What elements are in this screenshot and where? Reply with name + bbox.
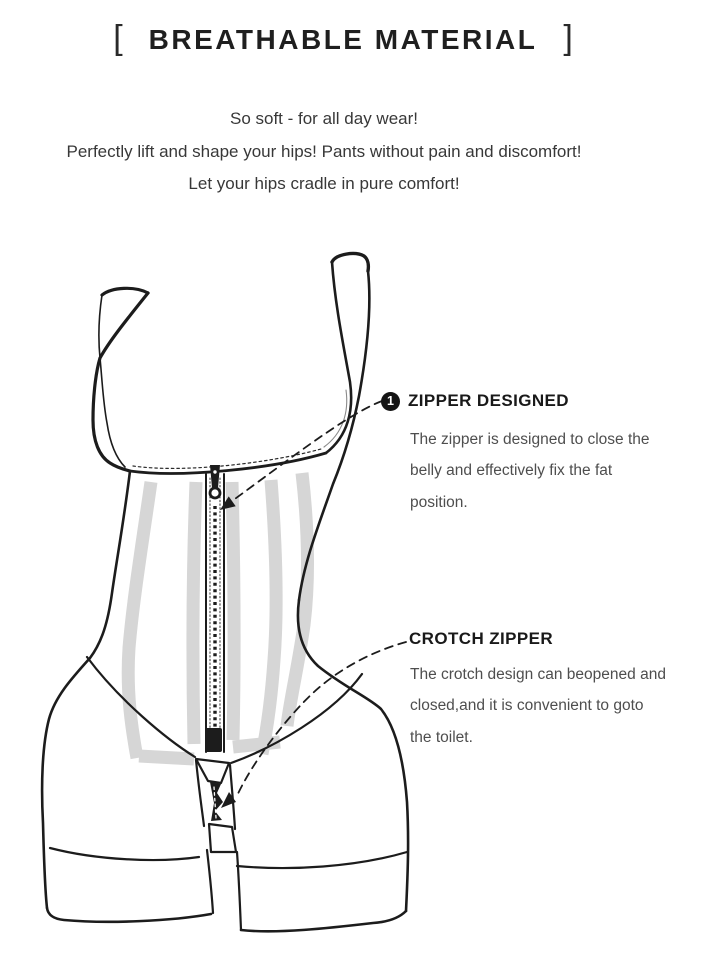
boning-strip (232, 482, 234, 740)
annotation-zipper-header (381, 391, 569, 411)
annotation-zipper-body (410, 424, 650, 518)
annotation-crotch-body-line-3: the toilet. (410, 728, 473, 746)
intro-line-2: Perfectly lift and shape your hips! Pants without pain and discomfort! (66, 141, 582, 161)
zipper-pull-ring (210, 488, 220, 498)
crotch-panel-lower (209, 824, 236, 852)
annotation-crotch-body-line-2: closed,and it is convenient to goto (410, 697, 644, 715)
annotation-crotch-heading: CROTCH ZIPPER (409, 629, 554, 648)
annotation-zipper-body-line-2: belly and effectively fix the fat (410, 462, 613, 480)
left-leg-hem (47, 908, 211, 922)
right-strap-top (332, 254, 368, 271)
annotation-zipper-body-line-3: position. (410, 493, 468, 511)
right-inner-leg-lower (237, 852, 241, 930)
annotation-crotch-body-line-1: The crotch design can beopened and (410, 666, 666, 683)
zipper-pull-icon (210, 465, 220, 488)
underbust-stitching (133, 449, 321, 468)
intro-text (0, 103, 648, 201)
intro-line-1: So soft - for all day wear! (229, 109, 419, 128)
boning-strips (128, 473, 307, 759)
right-strap-outer-edge (299, 271, 369, 600)
crotch-panel-upper (196, 759, 229, 783)
underbust-line (130, 453, 326, 473)
annotation-crotch-body (410, 659, 666, 753)
left-strap-inner-edge (93, 293, 148, 471)
annotation-crotch-header (409, 629, 553, 649)
crotch-zipper-teeth (210, 782, 223, 821)
step-1-badge: 1 (381, 392, 400, 411)
intro-line-3: Let your hips cradle in pure comfort! (188, 174, 460, 193)
title-bracket-left: [ (113, 19, 123, 57)
title-bracket-right: ] (563, 19, 573, 57)
zipper-pull-hole (213, 470, 216, 473)
left-leg-seam (87, 657, 195, 757)
left-inner-leg-lower (207, 850, 213, 913)
left-lace-band (50, 848, 199, 860)
boning-strip (262, 480, 276, 754)
left-strap-top (102, 288, 148, 295)
boning-strip-bottom-bar (139, 756, 194, 759)
boning-strip (193, 482, 196, 744)
annotation-zipper-heading: ZIPPER DESIGNED (408, 391, 569, 410)
right-bust-inner-line (324, 390, 347, 447)
zipper-bottom-stop (205, 728, 222, 752)
boning-strip (287, 473, 308, 726)
left-strap-outer-edge (99, 295, 125, 467)
boning-strip (128, 482, 151, 758)
right-leg-hem (241, 911, 406, 931)
page-title-text: BREATHABLE MATERIAL (148, 24, 538, 55)
page-title (0, 20, 686, 60)
left-side-seam (42, 471, 130, 908)
front-zipper (205, 465, 224, 752)
right-lace-band (237, 852, 407, 868)
annotation-zipper-body-line-1: The zipper is designed to close the (410, 431, 650, 448)
